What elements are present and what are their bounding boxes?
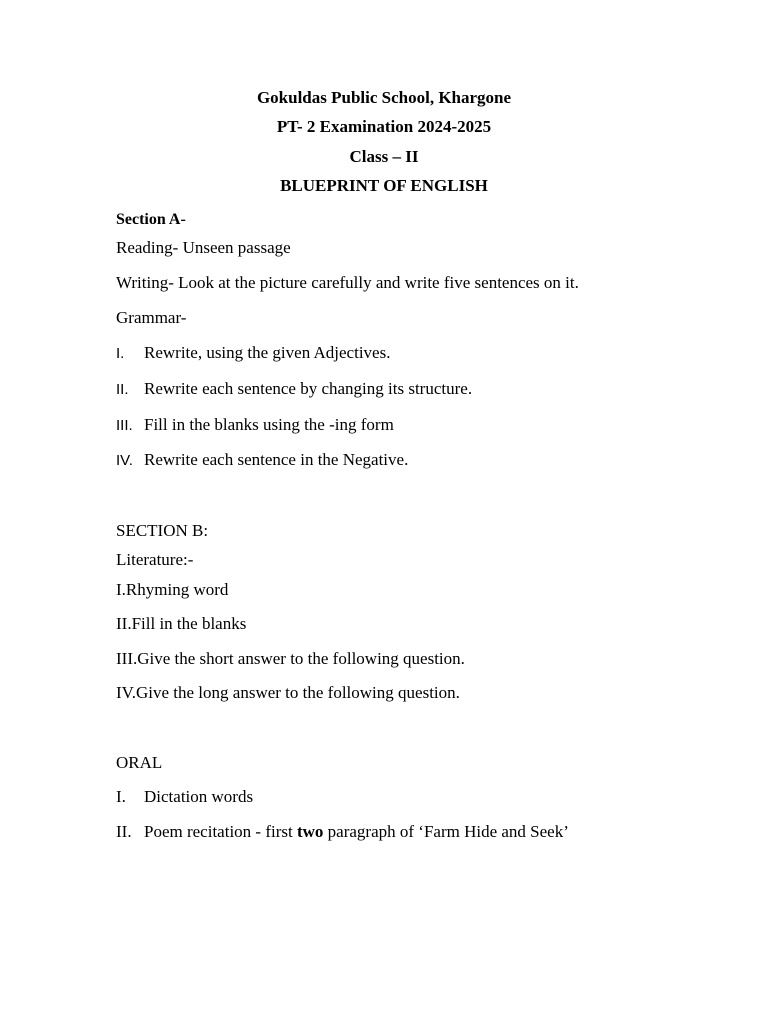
writing-line: Writing- Look at the picture carefully and write five sentences on it. bbox=[116, 273, 579, 292]
grammar-item-number: II. bbox=[116, 381, 129, 398]
literature-item: IV.Give the long answer to the following question. bbox=[116, 683, 460, 702]
oral-item-text: Dictation words bbox=[144, 787, 254, 806]
school-name: Gokuldas Public School, Khargone bbox=[256, 88, 512, 107]
oral-item-text-before: Poem recitation - first bbox=[144, 822, 297, 841]
section-b-title: SECTION B: bbox=[116, 521, 209, 540]
grammar-title: Grammar- bbox=[116, 308, 187, 327]
subject-title: BLUEPRINT OF ENGLISH bbox=[280, 176, 488, 195]
oral-item-number: I. bbox=[116, 787, 126, 806]
literature-item: III.Give the short answer to the following question. bbox=[116, 649, 465, 668]
grammar-item-number: I. bbox=[116, 345, 125, 362]
reading-line: Reading- Unseen passage bbox=[116, 238, 291, 257]
literature-item: I.Rhyming word bbox=[116, 580, 229, 599]
oral-title: ORAL bbox=[116, 753, 163, 772]
grammar-item bbox=[116, 414, 394, 437]
grammar-item-number: IV. bbox=[116, 452, 133, 469]
grammar-item-text: Fill in the blanks using the -ing form bbox=[144, 415, 394, 434]
grammar-item-text: Rewrite each sentence by changing its structure. bbox=[144, 379, 473, 398]
section-a-title: Section A- bbox=[116, 211, 186, 228]
oral-item-number: II. bbox=[116, 822, 132, 841]
grammar-item bbox=[116, 378, 472, 401]
exam-title: PT- 2 Examination 2024-2025 bbox=[276, 117, 492, 136]
literature-item: II.Fill in the blanks bbox=[116, 614, 247, 633]
grammar-item-number: III. bbox=[116, 417, 133, 434]
literature-title: Literature:- bbox=[116, 550, 194, 569]
grammar-item-text: Rewrite each sentence in the Negative. bbox=[144, 450, 409, 469]
grammar-item-text: Rewrite, using the given Adjectives. bbox=[144, 343, 391, 362]
oral-item-text-after: paragraph of ‘Farm Hide and Seek’ bbox=[323, 822, 569, 841]
oral-item-text-emphasis: two bbox=[296, 822, 324, 841]
oral-item bbox=[116, 786, 253, 808]
oral-item bbox=[116, 821, 569, 843]
class-title: Class – II bbox=[349, 147, 419, 166]
grammar-item bbox=[116, 449, 408, 472]
grammar-item bbox=[116, 342, 390, 365]
